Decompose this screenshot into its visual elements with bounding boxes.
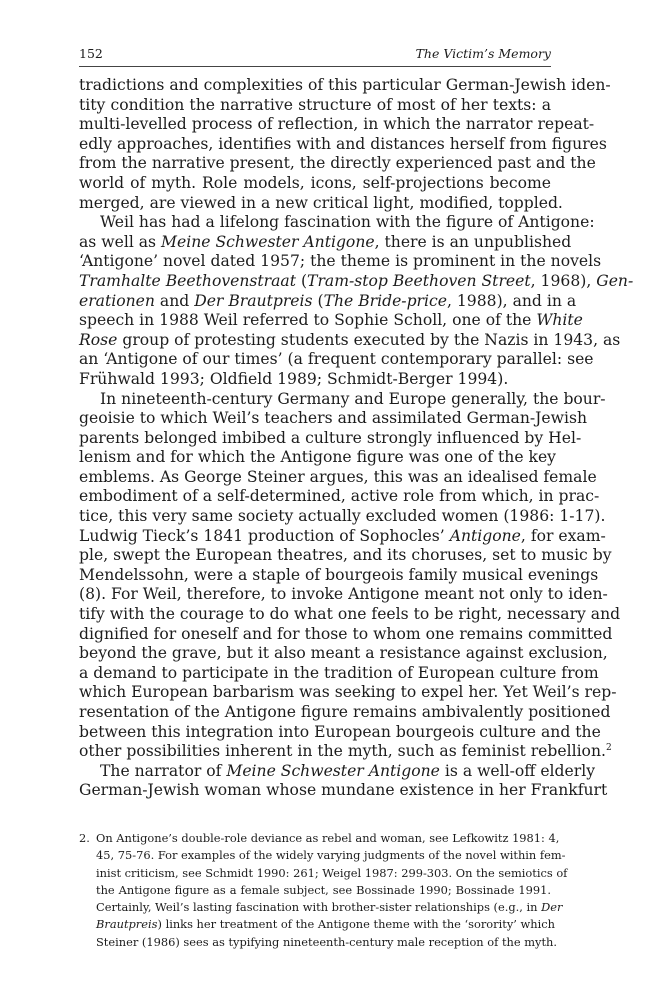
text-line: an ‘Antigone of our times’ (a frequent contemporary parallel: see: [79, 350, 594, 369]
text-line: ‘Antigone’ novel dated 1957; the theme is prominent in the novels: [79, 252, 602, 271]
text-line: Ludwig Tieck’s 1841 production of Sophocles’ Antigone, for exam-: [79, 526, 606, 545]
footnote-line: the Antigone figure as a female subject, see Bossinade 1990; Bossinade 1991.: [96, 882, 551, 897]
footnote: [79, 830, 568, 951]
text-line: a demand to participate in the tradition of European culture from: [79, 663, 599, 682]
text-line: which European barbarism was seeking to expel her. Yet Weil’s rep-: [79, 683, 617, 702]
text-line: geoisie to which Weil’s teachers and assimilated German-Jewish: [79, 409, 588, 428]
text-line: German-Jewish woman whose mundane existence in her Frankfurt: [79, 781, 608, 800]
text-line: (8). For Weil, therefore, to invoke Antigone meant not only to iden-: [79, 585, 608, 604]
text-line: world of myth. Role models, icons, self-projections become: [79, 173, 551, 192]
text-line: tice, this very same society actually excluded women (1986: 1-17).: [79, 507, 606, 526]
footnote-number: 2.: [79, 831, 90, 845]
footnote-line: Brautpreis) links her treatment of the Antigone theme with the ‘sorority’ which: [96, 917, 555, 932]
text-line: parents belonged imbibed a culture strongly influenced by Hel-: [79, 428, 582, 447]
text-line: from the narrative present, the directly experienced past and the: [79, 154, 596, 173]
footnote-line: Certainly, Weil’s lasting fascination with brother-sister relationships (e.g., in Der: [96, 900, 563, 915]
text-line: Weil has had a lifelong fascination with the figure of Antigone:: [100, 213, 595, 232]
text-line: Rose group of protesting students executed by the Nazis in 1943, as: [79, 330, 621, 349]
footnote-reference[interactable]: 2: [605, 743, 612, 753]
text-line: tity condition the narrative structure of most of her texts: a: [79, 95, 551, 114]
text-line: In nineteenth-century Germany and Europe generally, the bour-: [100, 389, 606, 408]
text-line: Tramhalte Beethovenstraat (Tram-stop Beethoven Street, 1968), Gen-: [79, 271, 634, 290]
text-line: The narrator of Meine Schwester Antigone is a well-off elderly: [100, 761, 595, 780]
text-line: merged, are viewed in a new critical light, modified, toppled.: [79, 193, 563, 212]
running-title: The Victim’s Memory: [415, 46, 551, 61]
text-line: edly approaches, identifies with and distances herself from figures: [79, 134, 607, 153]
text-line: between this integration into European bourgeois culture and the: [79, 722, 601, 741]
text-line: multi-levelled process of reflection, in which the narrator repeat-: [79, 115, 595, 134]
footnote-line: Steiner (1986) sees as typifying nineteenth-century male reception of the myth.: [96, 934, 557, 949]
footnote-line: 45, 75-76. For examples of the widely varying judgments of the novel within fem-: [96, 848, 566, 863]
text-line: tradictions and complexities of this particular German-Jewish iden-: [79, 76, 611, 94]
text-line: beyond the grave, but it also meant a resistance against exclusion,: [79, 644, 608, 663]
text-line: ple, swept the European theatres, and its choruses, set to music by: [79, 546, 612, 565]
text-line: lenism and for which the Antigone figure was one of the key: [79, 448, 556, 467]
text-line: speech in 1988 Weil referred to Sophie Scholl, one of the White: [79, 311, 583, 330]
text-line: emblems. As George Steiner argues, this was an idealised female: [79, 467, 597, 486]
text-line: Mendelssohn, were a staple of bourgeois family musical evenings: [79, 565, 599, 584]
running-header: [79, 44, 551, 67]
footnote-line: 2. On Antigone’s double-role deviance as rebel and woman, see Lefkowitz 1981: 4,: [79, 830, 551, 847]
text-line: other possibilities inherent in the myth, such as feminist rebellion.$^2$: [79, 742, 612, 761]
body-text: [79, 76, 634, 801]
text-line: Frühwald 1993; Oldfield 1989; Schmidt-Berger 1994).: [79, 369, 509, 388]
text-line: resentation of the Antigone figure remains ambivalently positioned: [79, 703, 611, 721]
text-line: as well as Meine Schwester Antigone, there is an unpublished: [79, 232, 572, 251]
footnote-line: inist criticism, see Schmidt 1990: 261; Weigel 1987: 299-303. On the semiotics of: [96, 865, 568, 880]
text-line: tify with the courage to do what one feels to be right, necessary and: [79, 605, 621, 624]
page-number: 152: [79, 46, 103, 61]
text-line: erationen and Der Brautpreis (The Bride-price, 1988), and in a: [79, 291, 577, 310]
text-line: dignified for oneself and for those to whom one remains committed: [79, 624, 613, 643]
text-line: embodiment of a self-determined, active role from which, in prac-: [79, 487, 600, 506]
